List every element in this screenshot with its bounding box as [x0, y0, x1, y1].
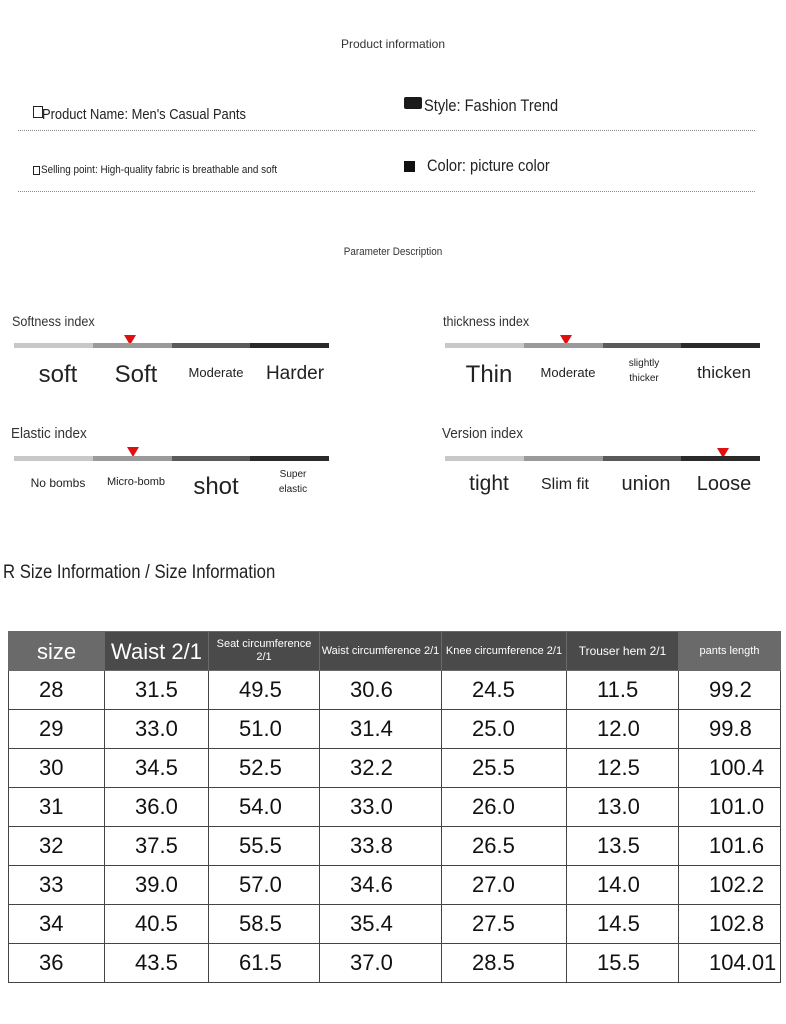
table-cell: 30.6 — [320, 671, 442, 710]
table-cell: 27.0 — [442, 866, 567, 905]
table-cell: 31.5 — [105, 671, 209, 710]
table-cell: 49.5 — [209, 671, 320, 710]
size-table — [8, 631, 781, 983]
table-cell: 36.0 — [105, 788, 209, 827]
table-cell: 102.8 — [679, 905, 781, 944]
table-cell: 99.2 — [679, 671, 781, 710]
softness-index-title: Softness index — [12, 313, 95, 329]
version-option: Loose — [696, 473, 752, 495]
table-cell: 14.5 — [567, 905, 679, 944]
table-cell: 102.2 — [679, 866, 781, 905]
table-cell: 34 — [9, 905, 105, 944]
thickness-option: Moderate — [540, 365, 596, 380]
softness-option: Harder — [265, 363, 325, 384]
softness-option: soft — [38, 361, 78, 388]
table-cell: 11.5 — [567, 671, 679, 710]
table-cell: 51.0 — [209, 710, 320, 749]
style-bullet-icon — [404, 97, 422, 109]
column-header: Waist circumference 2/1 — [320, 632, 442, 671]
selling-point-label: Selling point: High-quality fabric is breathable and soft — [41, 164, 278, 176]
table-cell: 12.5 — [567, 749, 679, 788]
table-cell: 32.2 — [320, 749, 442, 788]
version-index-title: Version index — [442, 425, 524, 442]
softness-scale-bar — [14, 343, 329, 348]
table-cell: 25.5 — [442, 749, 567, 788]
table-cell: 13.0 — [567, 788, 679, 827]
style-label: Style: Fashion Trend — [424, 96, 559, 115]
thickness-option: slightly thicker — [628, 358, 660, 384]
table-cell: 34.5 — [105, 749, 209, 788]
softness-option: Soft — [114, 361, 158, 388]
table-row — [9, 749, 781, 788]
table-cell: 33 — [9, 866, 105, 905]
table-row — [9, 866, 781, 905]
size-info-heading: R Size Information / Size Information — [3, 562, 276, 583]
table-cell: 99.8 — [679, 710, 781, 749]
table-cell: 33.0 — [320, 788, 442, 827]
elastic-index-title: Elastic index — [11, 425, 87, 442]
placeholder-glyph-icon — [33, 166, 40, 175]
thickness-scale-bar — [445, 343, 760, 348]
table-cell: 37.5 — [105, 827, 209, 866]
table-cell: 31 — [9, 788, 105, 827]
table-cell: 27.5 — [442, 905, 567, 944]
table-cell: 54.0 — [209, 788, 320, 827]
table-cell: 34.6 — [320, 866, 442, 905]
table-cell: 101.0 — [679, 788, 781, 827]
table-cell: 43.5 — [105, 944, 209, 983]
elastic-option: No bombs — [30, 476, 86, 490]
product-name-label: Product Name: Men's Casual Pants — [42, 106, 246, 123]
table-row — [9, 944, 781, 983]
table-cell: 57.0 — [209, 866, 320, 905]
table-cell: 33.8 — [320, 827, 442, 866]
elastic-scale-bar — [14, 456, 329, 461]
table-cell: 35.4 — [320, 905, 442, 944]
table-cell: 30 — [9, 749, 105, 788]
column-header: pants length — [679, 632, 781, 671]
elastic-option: shot — [193, 473, 239, 500]
table-cell: 55.5 — [209, 827, 320, 866]
table-cell: 36 — [9, 944, 105, 983]
product-info-title: Product information — [340, 37, 446, 51]
table-cell: 13.5 — [567, 827, 679, 866]
table-cell: 37.0 — [320, 944, 442, 983]
column-header: size — [9, 632, 105, 671]
column-header: Knee circumference 2/1 — [442, 632, 567, 671]
thickness-option: Thin — [465, 361, 513, 388]
table-cell: 28 — [9, 671, 105, 710]
table-row — [9, 710, 781, 749]
version-option: tight — [469, 472, 509, 495]
divider-1 — [18, 130, 755, 131]
table-header-row — [9, 632, 781, 671]
table-cell: 31.4 — [320, 710, 442, 749]
table-cell: 14.0 — [567, 866, 679, 905]
table-cell: 52.5 — [209, 749, 320, 788]
table-row — [9, 827, 781, 866]
table-cell: 33.0 — [105, 710, 209, 749]
table-cell: 39.0 — [105, 866, 209, 905]
table-cell: 25.0 — [442, 710, 567, 749]
table-cell: 26.0 — [442, 788, 567, 827]
table-cell: 12.0 — [567, 710, 679, 749]
column-header: Seat circumference 2/1 — [209, 632, 320, 671]
table-cell: 24.5 — [442, 671, 567, 710]
version-option: union — [621, 473, 671, 495]
elastic-option: Micro-bomb — [106, 476, 166, 488]
table-row — [9, 788, 781, 827]
version-option: Slim fit — [541, 476, 589, 493]
divider-2 — [18, 191, 755, 192]
table-cell: 28.5 — [442, 944, 567, 983]
column-header: Trouser hem 2/1 — [567, 632, 679, 671]
table-cell: 100.4 — [679, 749, 781, 788]
thickness-index-title: thickness index — [443, 313, 530, 329]
softness-option: Moderate — [188, 365, 244, 380]
table-cell: 29 — [9, 710, 105, 749]
table-cell: 32 — [9, 827, 105, 866]
table-cell: 15.5 — [567, 944, 679, 983]
elastic-option: Super elastic — [278, 469, 308, 495]
table-row — [9, 905, 781, 944]
table-cell: 61.5 — [209, 944, 320, 983]
table-cell: 104.01 — [679, 944, 781, 983]
table-cell: 101.6 — [679, 827, 781, 866]
table-cell: 40.5 — [105, 905, 209, 944]
table-cell: 58.5 — [209, 905, 320, 944]
param-title: Parameter Description — [343, 246, 443, 258]
color-bullet-icon — [404, 161, 415, 172]
table-row — [9, 671, 781, 710]
table-cell: 26.5 — [442, 827, 567, 866]
thickness-option: thicken — [697, 363, 751, 382]
column-header: Waist 2/1 — [105, 632, 209, 671]
color-label: Color: picture color — [427, 156, 550, 175]
version-scale-bar — [445, 456, 760, 461]
